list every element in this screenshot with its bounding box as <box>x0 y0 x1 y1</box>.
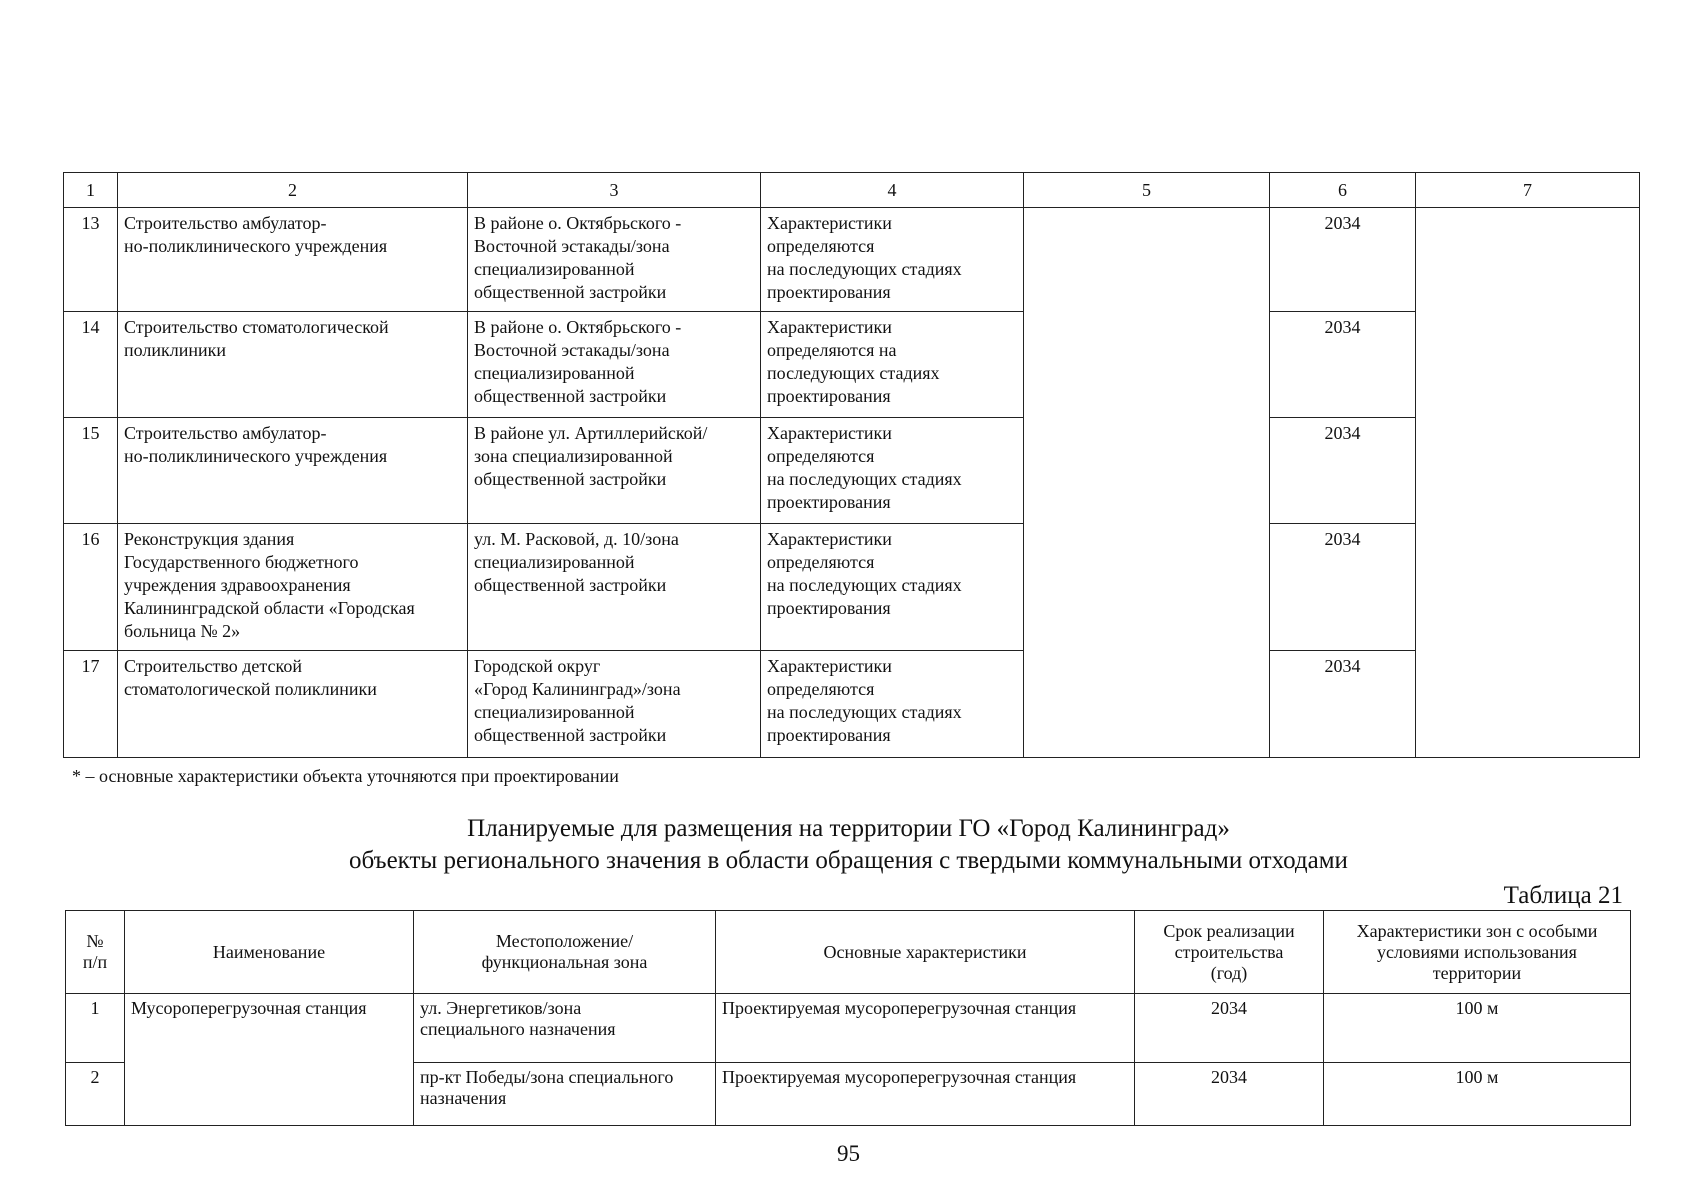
facility-characteristics: Проектируемая мусороперегрузочная станция <box>716 994 1135 1063</box>
row-number: 17 <box>64 651 118 758</box>
column-number: 3 <box>468 173 761 208</box>
implementation-year: 2034 <box>1270 312 1416 418</box>
column-number: 4 <box>761 173 1024 208</box>
header-number: № п/п <box>66 911 125 994</box>
table-row <box>64 208 1640 312</box>
object-name: Строительство амбулатор- но-поликлинического учреждения <box>118 208 468 312</box>
header-characteristics: Основные характеристики <box>716 911 1135 994</box>
object-name: Реконструкция здания Государственного бюджетного учреждения здравоохранения Калининградской области «Городская больница № 2» <box>118 524 468 651</box>
object-location: В районе о. Октябрьского - Восточной эстакады/зона специализированной общественной застройки <box>468 208 761 312</box>
row-number: 14 <box>64 312 118 418</box>
column-number-row <box>64 173 1640 208</box>
column-number: 5 <box>1024 173 1270 208</box>
page-number: 95 <box>837 1141 860 1166</box>
protection-zone: 100 м <box>1324 1063 1631 1126</box>
column-number: 2 <box>118 173 468 208</box>
merged-empty-column-5 <box>1024 208 1270 758</box>
row-number: 15 <box>64 418 118 524</box>
row-number: 13 <box>64 208 118 312</box>
object-name: Строительство амбулатор- но-поликлинического учреждения <box>118 418 468 524</box>
facility-characteristics: Проектируемая мусороперегрузочная станция <box>716 1063 1135 1126</box>
object-characteristics: Характеристики определяются на последующих стадиях проектирования <box>761 651 1024 758</box>
table-row <box>64 651 1640 758</box>
object-name: Строительство стоматологической поликлиники <box>118 312 468 418</box>
implementation-year: 2034 <box>1270 418 1416 524</box>
object-location: ул. М. Расковой, д. 10/зона специализированной общественной застройки <box>468 524 761 651</box>
object-characteristics: Характеристики определяются на последующих стадиях проектирования <box>761 524 1024 651</box>
implementation-year: 2034 <box>1270 524 1416 651</box>
section-title-line-1: Планируемые для размещения на территории ГО «Город Калининград» <box>467 815 1230 842</box>
header-term: Срок реализации строительства (год) <box>1135 911 1324 994</box>
table-row <box>64 418 1640 524</box>
object-location: В районе ул. Артиллерийской/ зона специализированной общественной застройки <box>468 418 761 524</box>
implementation-year: 2034 <box>1135 994 1324 1063</box>
facility-name: Мусороперегрузочная станция <box>125 994 414 1126</box>
objects-table-continued <box>63 172 1640 758</box>
object-characteristics: Характеристики определяются на последующих стадиях проектирования <box>761 312 1024 418</box>
column-number: 7 <box>1416 173 1640 208</box>
header-location: Местоположение/ функциональная зона <box>414 911 716 994</box>
row-number: 16 <box>64 524 118 651</box>
object-characteristics: Характеристики определяются на последующих стадиях проектирования <box>761 418 1024 524</box>
table-row <box>66 994 1631 1063</box>
object-characteristics: Характеристики определяются на последующих стадиях проектирования <box>761 208 1024 312</box>
row-number: 1 <box>66 994 125 1063</box>
footnote: * – основные характеристики объекта уточняются при проектировании <box>72 766 619 786</box>
column-number: 1 <box>64 173 118 208</box>
merged-empty-column-7 <box>1416 208 1640 758</box>
section-title-line-2: объекты регионального значения в области обращения с твердыми коммунальными отходами <box>349 847 1348 874</box>
table-header-row <box>66 911 1631 994</box>
object-name: Строительство детской стоматологической поликлиники <box>118 651 468 758</box>
implementation-year: 2034 <box>1270 208 1416 312</box>
table-row <box>64 312 1640 418</box>
table-number-label: Таблица 21 <box>1503 882 1623 909</box>
header-name: Наименование <box>125 911 414 994</box>
waste-facilities-table <box>65 910 1631 1126</box>
facility-location: ул. Энергетиков/зона специального назначения <box>414 994 716 1063</box>
header-zones: Характеристики зон с особыми условиями использования территории <box>1324 911 1631 994</box>
facility-location: пр-кт Победы/зона специального назначения <box>414 1063 716 1126</box>
implementation-year: 2034 <box>1135 1063 1324 1126</box>
implementation-year: 2034 <box>1270 651 1416 758</box>
table-row <box>64 524 1640 651</box>
column-number: 6 <box>1270 173 1416 208</box>
object-location: Городской округ «Город Калининград»/зона специализированной общественной застройки <box>468 651 761 758</box>
object-location: В районе о. Октябрьского - Восточной эстакады/зона специализированной общественной застройки <box>468 312 761 418</box>
row-number: 2 <box>66 1063 125 1126</box>
protection-zone: 100 м <box>1324 994 1631 1063</box>
